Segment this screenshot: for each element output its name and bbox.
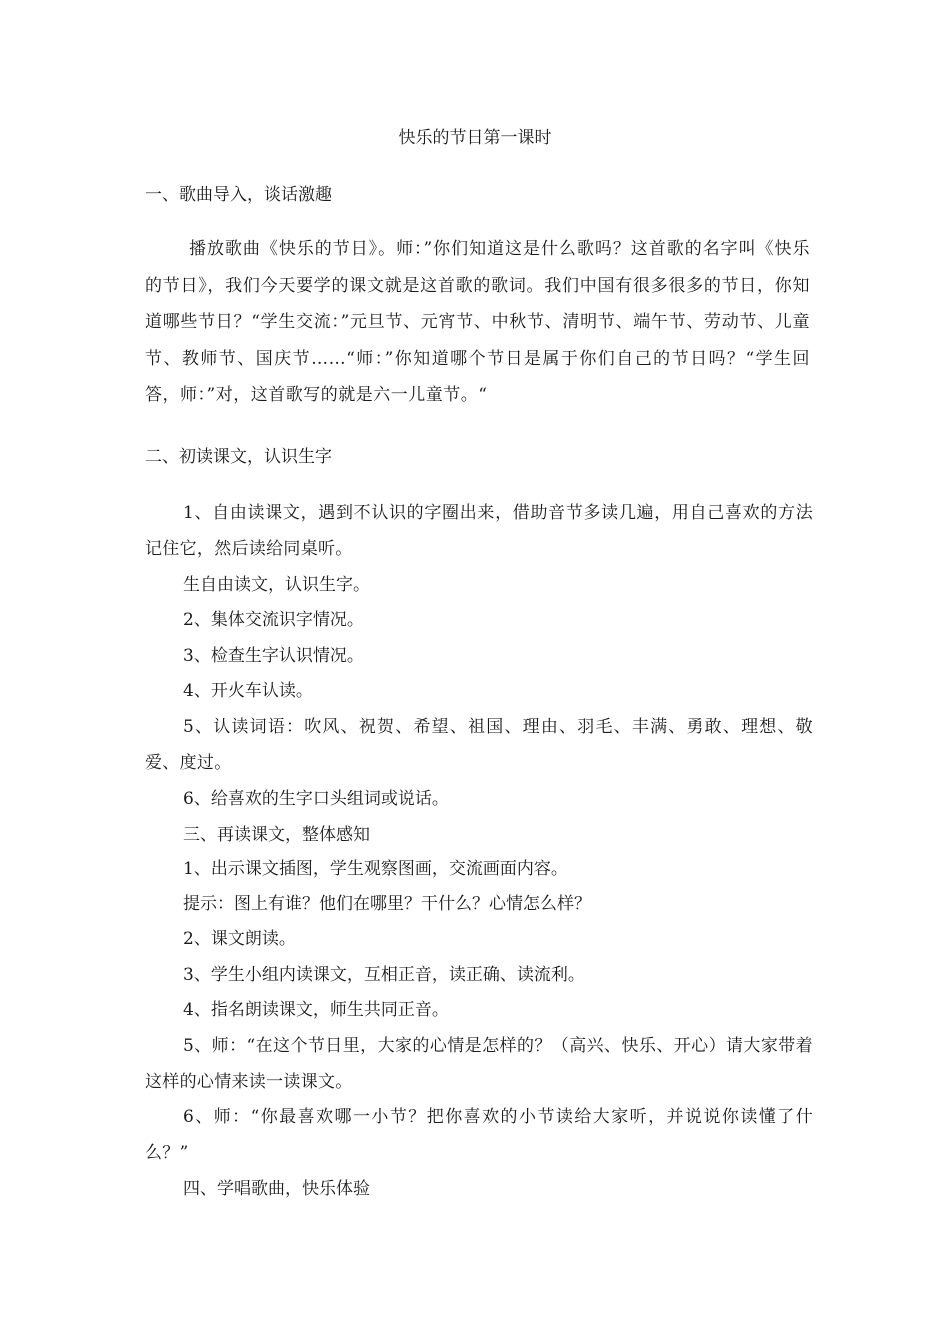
section3-item1-hint: 提示：图上有谁？他们在哪里？干什么？心情怎么样？ <box>183 894 591 914</box>
section2-item2: 2、集体交流识字情况。 <box>183 610 364 630</box>
section3-item4: 4、指名朗读课文，师生共同正音。 <box>183 1000 449 1020</box>
section3-item2: 2、课文朗读。 <box>183 929 296 949</box>
section2-item1-note: 生自由读文，认识生字。 <box>183 575 370 595</box>
section4-heading: 四、学唱歌曲，快乐体验 <box>183 1179 370 1199</box>
page-title: 快乐的节日第一课时 <box>398 128 552 148</box>
section3-item6: 6、师：“你最喜欢哪一小节？把你喜欢的小节读给大家听，并说说你读懂了什么？” <box>145 1107 813 1163</box>
section1-paragraph: 播放歌曲《快乐的节日》。师：”你们知道这是什么歌吗？这首歌的名字叫《快乐的节日》，我们今天要学的课文就是这首歌的歌词。我们中国有很多很多的节日，你知道哪些节日？“学生交流：”元旦节、元宵节、中秋节、清明节、端午节、劳动节、儿童节、教师节、国庆节……“师：”你知道哪个节日是属于你们自己的节日吗？“学生回答，师：”对，这首歌写的就是六一儿童节。“ <box>145 239 810 405</box>
section2-item6: 6、给喜欢的生字口头组词或说话。 <box>183 789 449 809</box>
section3-item1: 1、出示课文插图，学生观察图画，交流画面内容。 <box>183 859 568 879</box>
section3-item5: 5、师：“在这个节日里，大家的心情是怎样的？（高兴、快乐、开心）请大家带着这样的心情来读一读课文。 <box>145 1036 813 1092</box>
section2-heading: 二、初读课文，认识生字 <box>145 447 332 467</box>
section2-item3: 3、检查生字认识情况。 <box>183 646 364 666</box>
section3-heading: 三、再读课文，整体感知 <box>183 825 370 845</box>
section3-item3: 3、学生小组内读课文，互相正音，读正确、读流利。 <box>183 965 585 985</box>
section2-item5: 5、认读词语：吹风、祝贺、希望、祖国、理由、羽毛、丰满、勇敢、理想、敬爱、度过。 <box>145 717 813 773</box>
section1-heading: 一、歌曲导入，谈话激趣 <box>145 185 332 205</box>
section2-item4: 4、开火车认读。 <box>183 681 313 701</box>
section2-item1: 1、自由读课文，遇到不认识的字圈出来，借助音节多读几遍，用自己喜欢的方法记住它，然后读给同桌听。 <box>145 503 813 559</box>
